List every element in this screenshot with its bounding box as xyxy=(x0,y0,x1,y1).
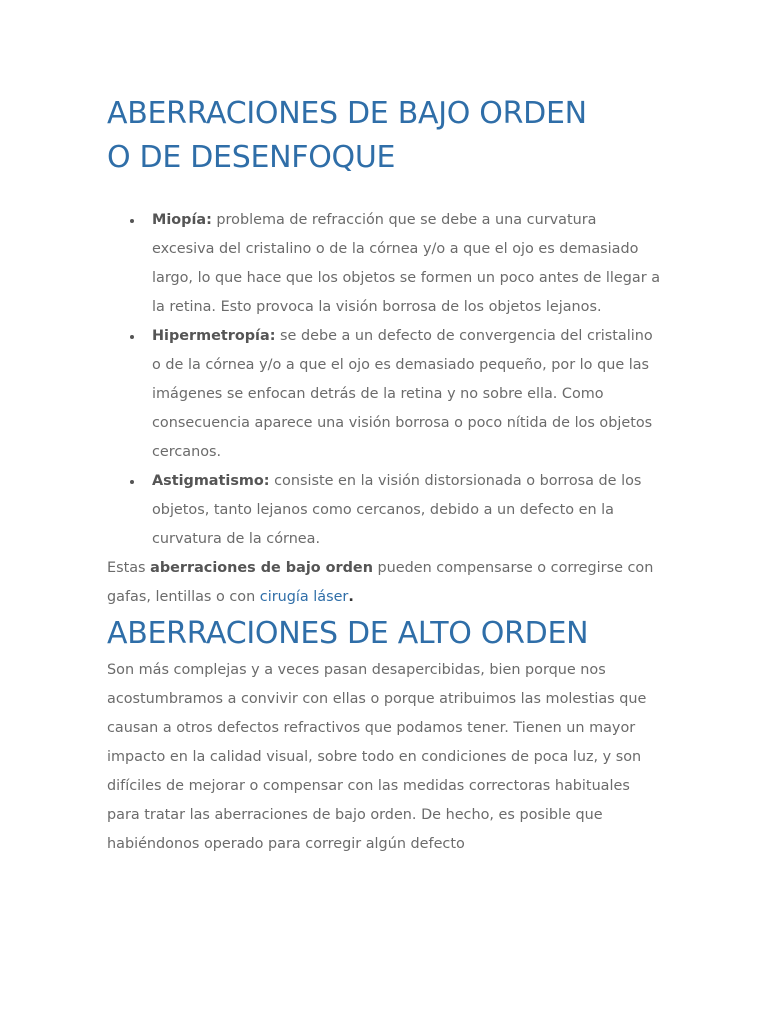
list-item-astigmatism xyxy=(152,467,663,554)
high-order-paragraph: Son más complejas y a veces pasan desapercibidas, bien porque nos acostumbramos a convivir con ellas o porque atribuimos las molestias que causan a otros defectos refractivos que podamos tener. Tienen un mayor impacto en la calidad visual, sobre todo en condiciones de poca luz, y son difíciles de mejorar o compensar con las medidas correctoras habituales para tratar las aberraciones de bajo orden. De hecho, es posible que habiéndonos operado para corregir algún defecto xyxy=(107,662,647,852)
summary-pre: Estas xyxy=(107,560,151,576)
list-item-myopia xyxy=(152,206,663,322)
heading-line-2: O DE DESENFOQUE xyxy=(107,140,396,175)
description-hyperopia: se debe a un defecto de convergencia del cristalino o de la córnea y/o a que el ojo es demasiado pequeño, por lo que las imágenes se enfocan detrás de la retina y no sobre ella. Como consecuencia aparece una visión borrosa o poco nítida de los objetos cercanos. xyxy=(152,328,653,460)
heading-line-1: ABERRACIONES DE BAJO ORDEN xyxy=(107,96,587,131)
refractive-errors-list xyxy=(107,206,663,554)
summary-bold: aberraciones de bajo orden xyxy=(150,560,373,576)
section-heading-low-order xyxy=(107,92,663,180)
term-myopia: Miopía: xyxy=(152,212,212,228)
article-body xyxy=(107,92,663,859)
low-order-summary-paragraph xyxy=(107,554,663,612)
laser-surgery-link[interactable]: cirugía láser xyxy=(259,589,349,605)
summary-end: . xyxy=(348,589,354,605)
term-hyperopia: Hipermetropía: xyxy=(152,328,276,344)
summary-mid: pueden compensarse o corregirse con gafas, lentillas o con xyxy=(107,560,654,605)
description-myopia: problema de refracción que se debe a una curvatura excesiva del cristalino o de la córnea y/o a que el ojo es demasiado largo, lo que hace que los objetos se formen un poco antes de llegar a la retina. Esto provoca la visión borrosa de los objetos lejanos. xyxy=(152,212,661,315)
list-item-hyperopia xyxy=(152,322,663,467)
description-astigmatism: consiste en la visión distorsionada o borrosa de los objetos, tanto lejanos como cercanos, debido a un defecto en la curvatura de la córnea. xyxy=(152,473,642,547)
term-astigmatism: Astigmatismo: xyxy=(152,473,270,489)
section-heading-high-order: ABERRACIONES DE ALTO ORDEN xyxy=(107,616,589,651)
